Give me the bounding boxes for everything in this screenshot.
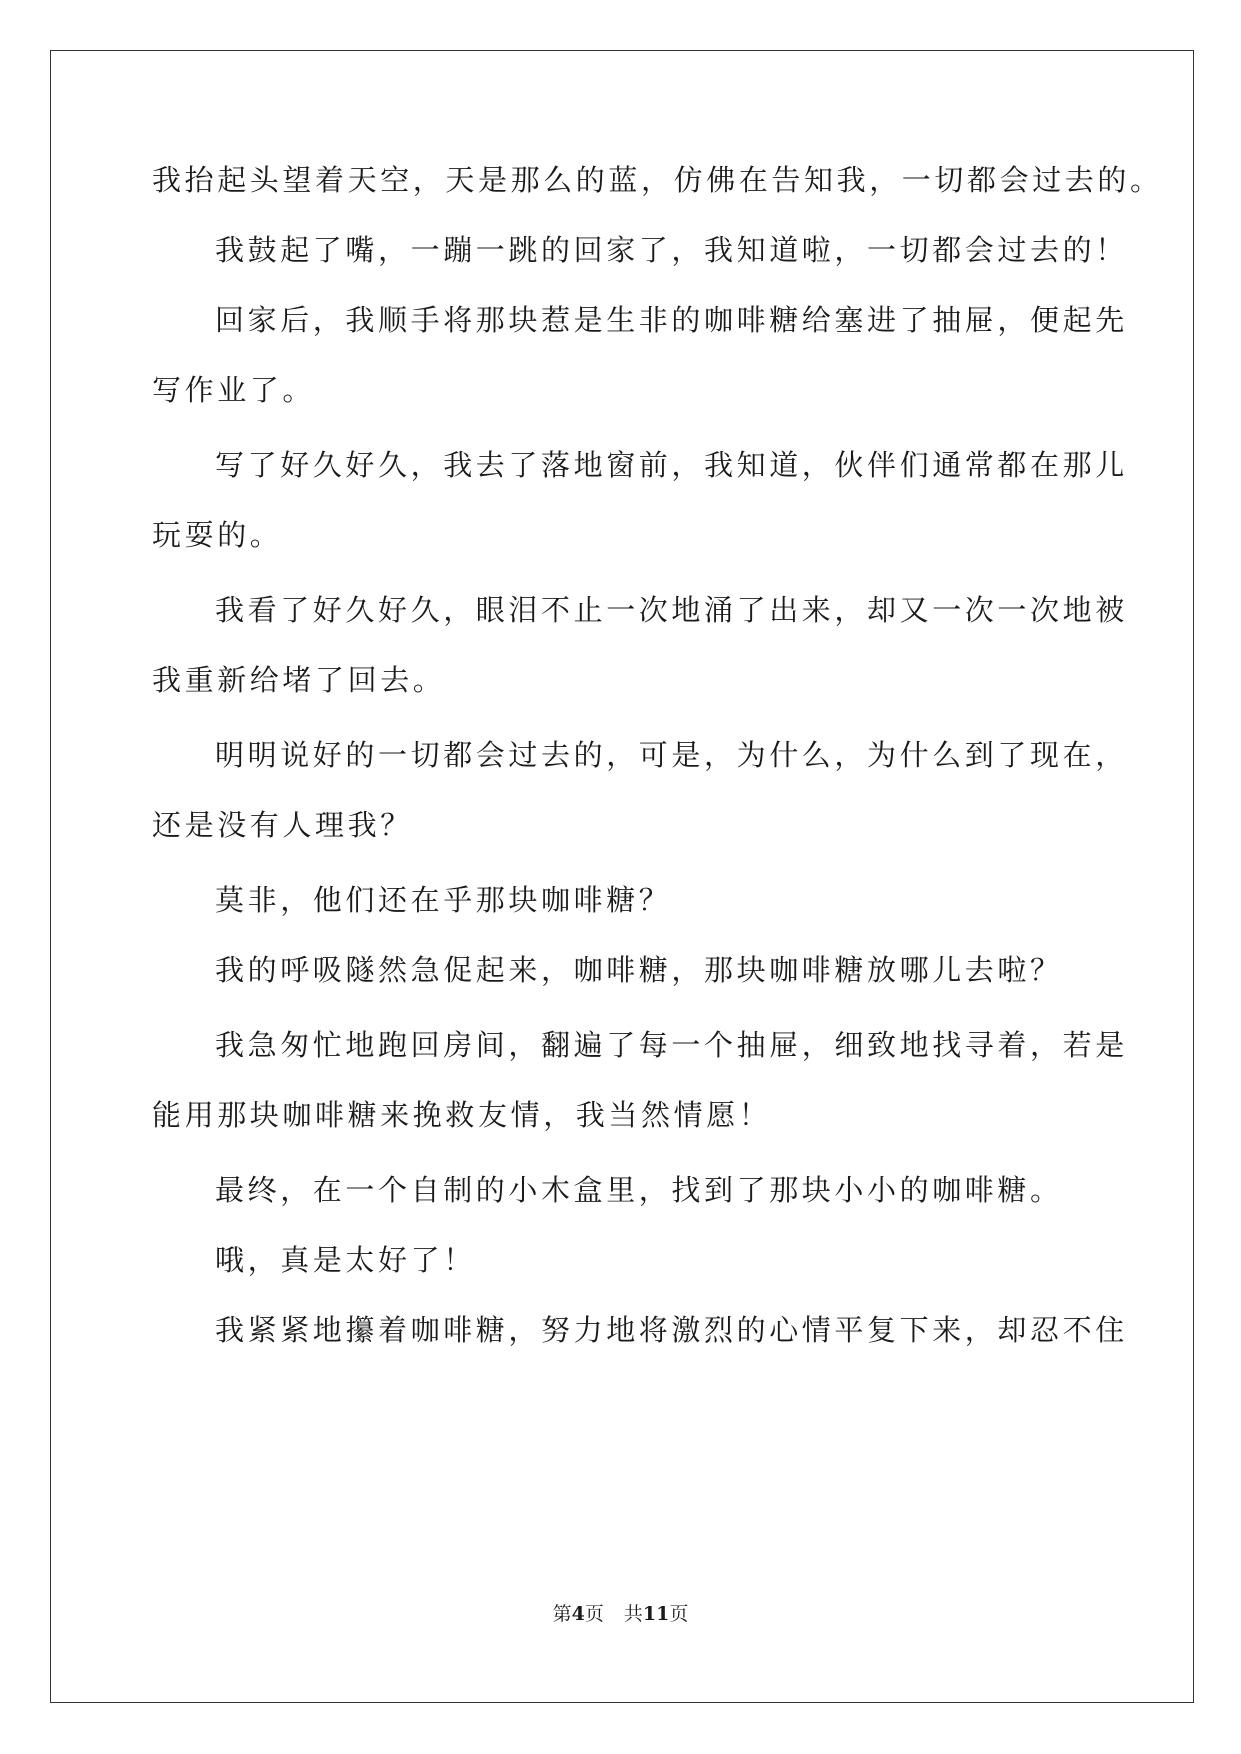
paragraph-start: 我紧紧地攥着咖啡糖，努力地将激烈的心情平复下来，却忍不住 <box>215 1313 1128 1347</box>
page-footer <box>0 1602 1241 1626</box>
paragraph-start: 我看了好久好久，眼泪不止一次地涌了出来，却又一次一次地被 <box>215 593 1128 627</box>
paragraph-start: 写了好久好久，我去了落地窗前，我知道，伙伴们通常都在那儿 <box>215 448 1128 482</box>
paragraph-start: 回家后，我顺手将那块惹是生非的咖啡糖给塞进了抽屉，便起先 <box>215 303 1128 337</box>
text-line: 我重新给堵了回去。 <box>152 663 446 697</box>
page-number-label: 第4页 <box>552 1603 604 1625</box>
text-line: 能用那块咖啡糖来挽救友情，我当然情愿！ <box>152 1098 772 1132</box>
total-page-count: 11 <box>642 1603 670 1625</box>
paragraph-start: 我急匆忙地跑回房间，翻遍了每一个抽屉，细致地找寻着，若是 <box>215 1028 1128 1062</box>
text-line: 还是没有人理我？ <box>152 808 413 842</box>
paragraph-start: 我的呼吸隧然急促起来，咖啡糖，那块咖啡糖放哪儿去啦？ <box>215 953 1063 987</box>
page-border <box>50 50 1194 1703</box>
paragraph-start: 我鼓起了嘴，一蹦一跳的回家了，我知道啦，一切都会过去的！ <box>215 233 1128 267</box>
paragraph-start: 明明说好的一切都会过去的，可是，为什么，为什么到了现在， <box>215 738 1128 772</box>
text-line: 写作业了。 <box>152 373 316 407</box>
text-line: 玩耍的。 <box>152 518 283 552</box>
paragraph-start: 莫非，他们还在乎那块咖啡糖？ <box>215 883 672 917</box>
paragraph-start: 哦，真是太好了！ <box>215 1243 476 1277</box>
current-page-number: 4 <box>571 1603 585 1625</box>
total-pages-label: 共11页 <box>623 1603 689 1625</box>
paragraph-start: 最终，在一个自制的小木盒里，找到了那块小小的咖啡糖。 <box>215 1173 1063 1207</box>
text-line: 我抬起头望着天空，天是那么的蓝，仿佛在告知我，一切都会过去的。 <box>152 163 1163 197</box>
